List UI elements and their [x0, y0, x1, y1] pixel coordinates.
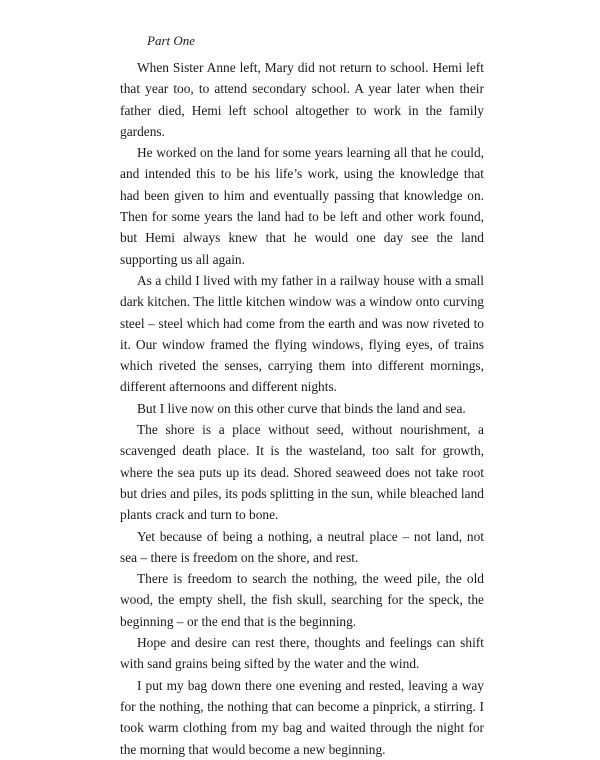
- paragraph: I put my bag down there one evening and rested, leaving a way for the nothing, the nothing that can become a pinprick, a stirring. I took warm clothing from my bag and waited through the night for the morning that would become a new beginning.: [120, 677, 484, 757]
- body-text: [120, 57, 484, 760]
- paragraph: As a child I lived with my father in a railway house with a small dark kitchen. The little kitchen window was a window onto curving steel – steel which had come from the earth and was now riveted to it. Our window framed the flying windows, flying eyes, of trains which riveted the senses, carrying them into different mornings, different afternoons and different nights.: [120, 272, 484, 395]
- paragraph: But I live now on this other curve that binds the land and sea.: [137, 400, 466, 416]
- paragraph: The shore is a place without seed, without nourishment, a scavenged death place. It is the wasteland, too salt for growth, where the sea puts up its dead. Shored seaweed does not take root but dries and piles, its pods splitting in the sun, while bleached land plants crack and turn to bone.: [120, 422, 484, 523]
- running-head: Part One: [147, 33, 196, 48]
- paragraph: Hope and desire can rest there, thoughts and feelings can shift with sand grains being sifted by the water and the wind.: [120, 635, 484, 672]
- paragraph: When Sister Anne left, Mary did not return to school. Hemi left that year too, to attend secondary school. A year later when their father died, Hemi left school altogether to work in the family gardens.: [120, 60, 484, 139]
- paragraph: He worked on the land for some years learning all that he could, and intended this to be his life’s work, using the knowledge that had been given to him and eventually passing that knowledge on. Then for some years the land had to be left and other work found, but Hemi always knew that he would one day see the land supporting us all again.: [120, 145, 484, 267]
- paragraph: Yet because of being a nothing, a neutral place – not land, not sea – there is freedom on the shore, and rest.: [120, 528, 484, 565]
- paragraph: There is freedom to search the nothing, the weed pile, the old wood, the empty shell, the fish skull, searching for the speck, the beginning – or the end that is the beginning.: [120, 571, 484, 629]
